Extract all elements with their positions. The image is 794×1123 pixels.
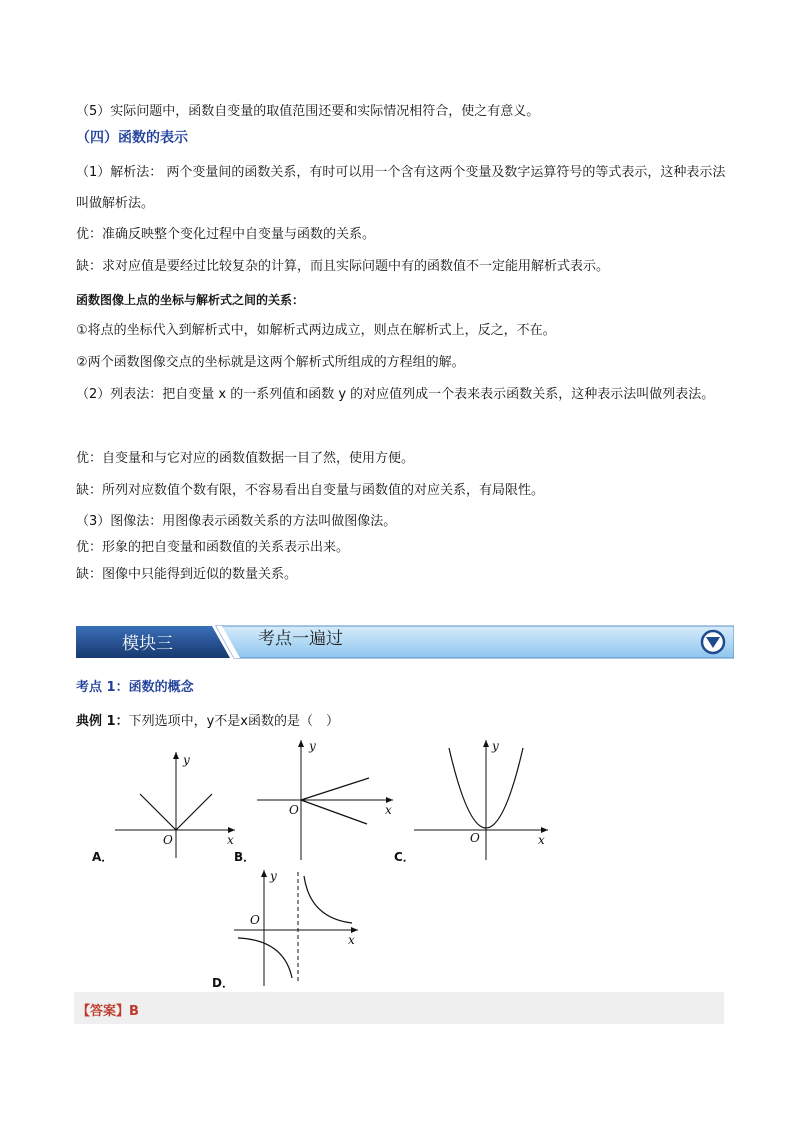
axis-y-label: y [309,739,316,753]
axis-x-label: x [227,833,234,847]
answer-label [77,1000,139,1019]
axis-origin-label: O [250,913,260,927]
method-table: （2）列表法：把自变量 x 的一系列值和函数 y 的对应值列成一个表来表示函数关系，这种表示法叫做列表法。 [76,387,715,402]
text-line-5: （5）实际问题中，函数自变量的取值范围还要和实际情况相符合，使之有意义。 [76,104,540,119]
method-graph-pro: 优：形象的把自变量和函数值的关系表示出来。 [76,540,350,555]
example-text: 下列选项中，y不是x函数的是（ ） [128,714,339,729]
relation-title: 函数图像上点的坐标与解析式之间的关系： [76,293,305,307]
answer-box [74,992,724,1024]
section-heading: （四）函数的表示 [76,130,188,146]
axis-x-label: x [538,833,545,847]
banner-shape [76,624,734,660]
answer-value: B [129,1004,139,1019]
graph-d [232,868,362,988]
graph-b [255,738,395,862]
answer-tag: 【答案】 [77,1004,130,1019]
method-graph: （3）图像法：用图像表示函数关系的方法叫做图像法。 [76,514,397,529]
axis-origin-label: O [163,833,173,847]
option-c-label: C． [394,850,415,864]
relation-1: ①将点的坐标代入到解析式中，如解析式两边成立，则点在解析式上，反之，不在。 [76,323,556,338]
option-a-label: A． [92,850,114,864]
axis-origin-label: O [289,803,299,817]
axis-y-label: y [183,753,190,767]
graph-a [110,748,240,860]
method-graph-con: 缺：图像中只能得到近似的数量关系。 [76,567,298,582]
example-question [76,713,726,731]
relation-2: ②两个函数图像交点的坐标就是这两个解析式所组成的方程组的解。 [76,355,465,370]
option-b-label: B． [234,850,256,864]
axis-x-label: x [385,803,392,817]
graph-c [412,738,552,862]
method-analytic-con: 缺：求对应值是要经过比较复杂的计算，而且实际问题中有的函数值不一定能用解析式表示。 [76,259,610,274]
axis-y-label: y [270,869,277,883]
axis-y-label: y [492,739,499,753]
module-banner [76,624,734,660]
method-table-con: 缺：所列对应数值个数有限，不容易看出自变量与函数值的对应关系，有局限性。 [76,483,545,498]
method-analytic: （1）解析法： 两个变量间的函数关系，有时可以用一个含有这两个变量及数字运算符号的等式表示，这种表示法叫做解析法。 [76,165,726,211]
axis-origin-label: O [470,831,480,845]
banner-title: 考点一遍过 [258,629,343,649]
kaodian-heading: 考点 1：函数的概念 [76,680,194,695]
method-table-pro: 优：自变量和与它对应的函数值数据一目了然，使用方便。 [76,451,415,466]
example-label: 典例 1： [76,714,129,729]
method-analytic-pro: 优：准确反映整个变化过程中自变量与函数的关系。 [76,227,376,242]
axis-x-label: x [348,933,355,947]
banner-module: 模块三 [122,634,173,654]
option-d-label: D． [212,976,234,990]
